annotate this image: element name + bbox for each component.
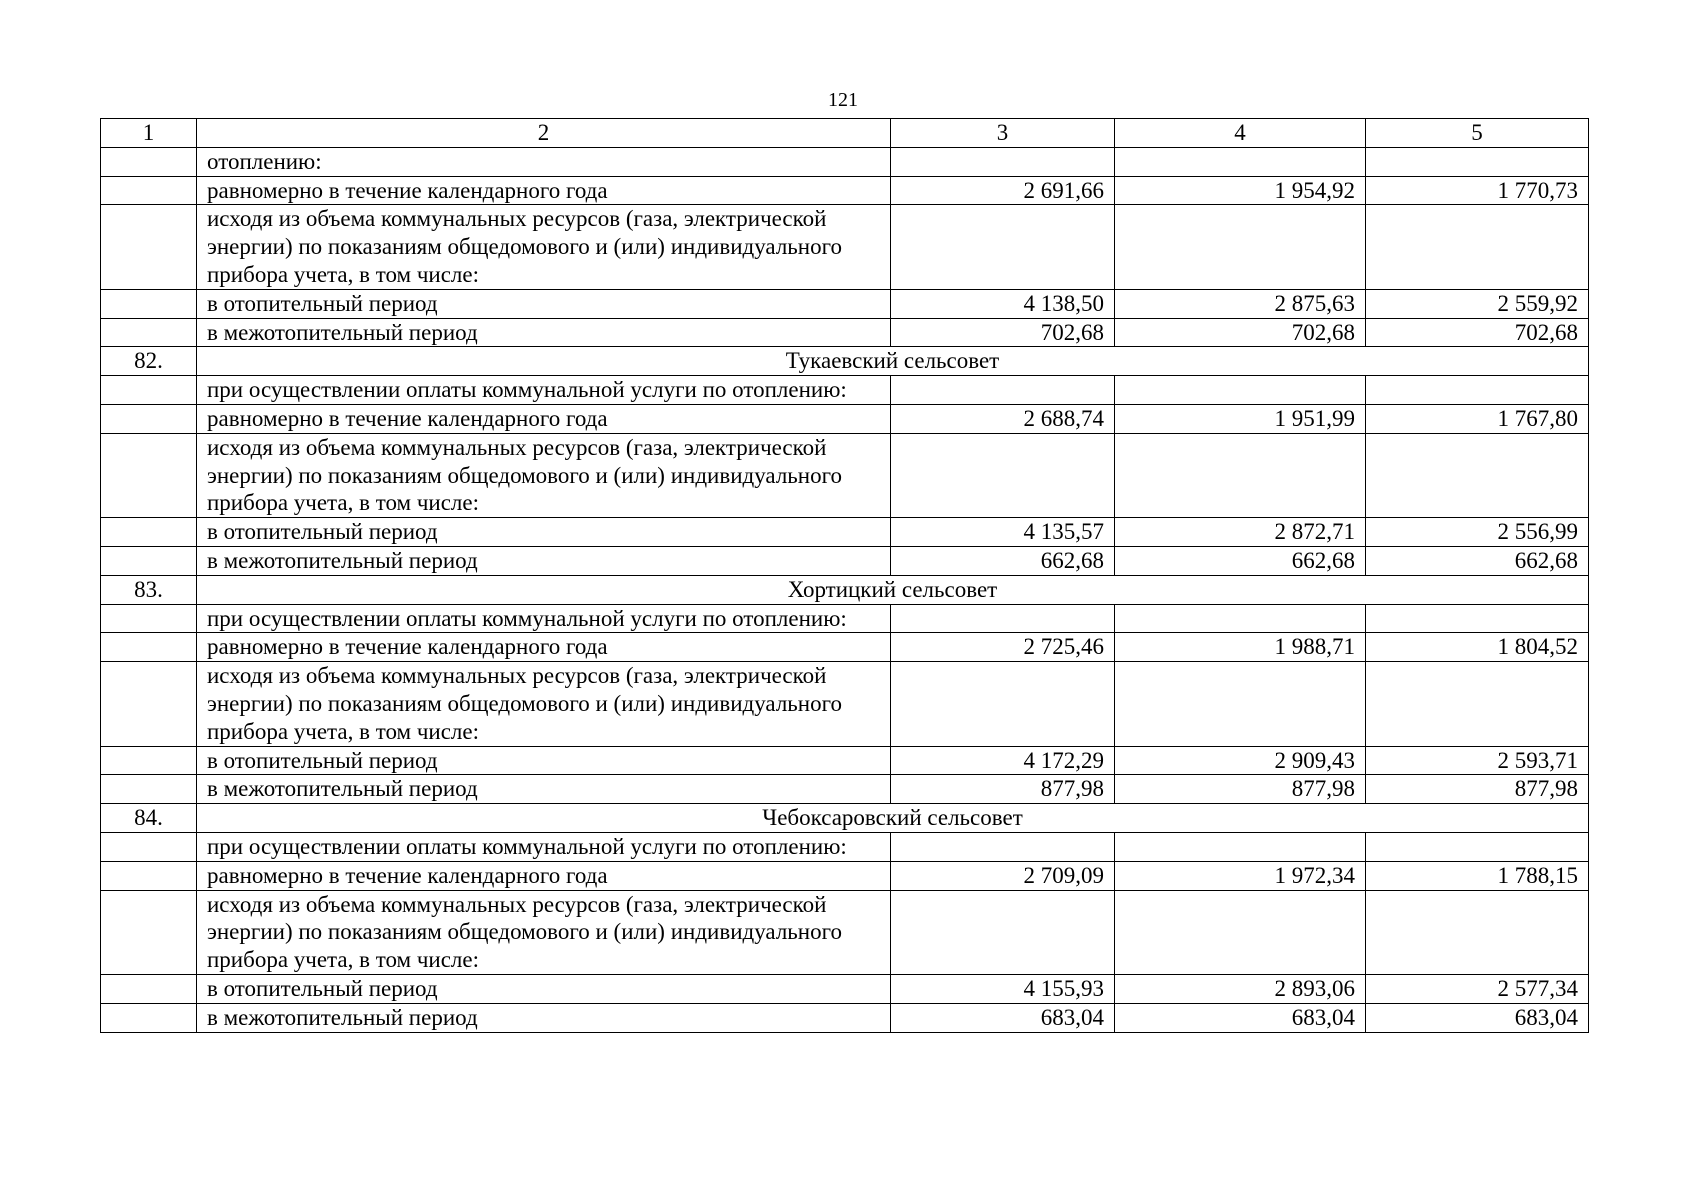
table-row xyxy=(101,890,1589,974)
row-label: при осуществлении оплаты коммунальной услуги по отоплению: xyxy=(197,832,891,861)
value-col-5: 1 767,80 xyxy=(1366,404,1589,433)
value-col-4 xyxy=(1115,376,1366,405)
section-header-row xyxy=(101,347,1589,376)
table-row xyxy=(101,205,1589,289)
value-col-3: 877,98 xyxy=(891,775,1115,804)
row-number-cell xyxy=(101,974,197,1003)
section-number: 82. xyxy=(101,347,197,376)
value-col-4 xyxy=(1115,890,1366,974)
column-header-1: 1 xyxy=(101,119,197,148)
value-col-3: 4 138,50 xyxy=(891,289,1115,318)
row-number-cell xyxy=(101,633,197,662)
value-col-5 xyxy=(1366,205,1589,289)
row-number-cell xyxy=(101,546,197,575)
value-col-4: 1 988,71 xyxy=(1115,633,1366,662)
row-label: при осуществлении оплаты коммунальной услуги по отоплению: xyxy=(197,604,891,633)
value-col-5: 1 788,15 xyxy=(1366,861,1589,890)
value-col-4: 2 875,63 xyxy=(1115,289,1366,318)
row-number-cell xyxy=(101,662,197,746)
table-row xyxy=(101,832,1589,861)
value-col-3 xyxy=(891,890,1115,974)
section-name: Хортицкий сельсовет xyxy=(197,575,1589,604)
value-col-3 xyxy=(891,662,1115,746)
value-col-3 xyxy=(891,433,1115,517)
value-col-5: 2 593,71 xyxy=(1366,746,1589,775)
value-col-5: 877,98 xyxy=(1366,775,1589,804)
row-label: исходя из объема коммунальных ресурсов (газа, электрической энергии) по показаниям общедомового и (или) индивидуального прибора учета, в том числе: xyxy=(197,890,891,974)
table-row xyxy=(101,1003,1589,1032)
page-number: 121 xyxy=(828,89,858,111)
value-col-3 xyxy=(891,604,1115,633)
value-col-3: 702,68 xyxy=(891,318,1115,347)
column-header-4: 4 xyxy=(1115,119,1366,148)
table-row xyxy=(101,974,1589,1003)
table-row xyxy=(101,775,1589,804)
row-label: равномерно в течение календарного года xyxy=(197,404,891,433)
value-col-5 xyxy=(1366,890,1589,974)
row-number-cell xyxy=(101,604,197,633)
tariff-table xyxy=(100,118,1589,1033)
table-row xyxy=(101,289,1589,318)
value-col-3 xyxy=(891,205,1115,289)
value-col-5 xyxy=(1366,147,1589,176)
table-row xyxy=(101,376,1589,405)
value-col-5 xyxy=(1366,662,1589,746)
row-number-cell xyxy=(101,1003,197,1032)
value-col-3: 2 688,74 xyxy=(891,404,1115,433)
value-col-5 xyxy=(1366,832,1589,861)
value-col-4: 1 972,34 xyxy=(1115,861,1366,890)
row-label: в отопительный период xyxy=(197,289,891,318)
table-row xyxy=(101,318,1589,347)
value-col-4 xyxy=(1115,604,1366,633)
row-label: равномерно в течение календарного года xyxy=(197,861,891,890)
section-header-row xyxy=(101,804,1589,833)
row-label: при осуществлении оплаты коммунальной услуги по отоплению: xyxy=(197,376,891,405)
table-row xyxy=(101,546,1589,575)
row-label: в межотопительный период xyxy=(197,546,891,575)
value-col-5: 2 577,34 xyxy=(1366,974,1589,1003)
value-col-4: 683,04 xyxy=(1115,1003,1366,1032)
table-row xyxy=(101,746,1589,775)
table-header-row xyxy=(101,119,1589,148)
value-col-5: 683,04 xyxy=(1366,1003,1589,1032)
row-number-cell xyxy=(101,890,197,974)
value-col-3: 2 709,09 xyxy=(891,861,1115,890)
row-number-cell xyxy=(101,147,197,176)
row-number-cell xyxy=(101,404,197,433)
table-row xyxy=(101,147,1589,176)
value-col-5 xyxy=(1366,604,1589,633)
table-row xyxy=(101,861,1589,890)
table-row xyxy=(101,404,1589,433)
row-label: исходя из объема коммунальных ресурсов (газа, электрической энергии) по показаниям общедомового и (или) индивидуального прибора учета, в том числе: xyxy=(197,433,891,517)
value-col-4 xyxy=(1115,832,1366,861)
value-col-3: 2 691,66 xyxy=(891,176,1115,205)
value-col-4: 877,98 xyxy=(1115,775,1366,804)
table-row xyxy=(101,433,1589,517)
value-col-3: 4 172,29 xyxy=(891,746,1115,775)
value-col-4 xyxy=(1115,662,1366,746)
section-name: Чебоксаровский сельсовет xyxy=(197,804,1589,833)
row-label: в отопительный период xyxy=(197,518,891,547)
row-number-cell xyxy=(101,518,197,547)
section-number: 84. xyxy=(101,804,197,833)
value-col-5: 702,68 xyxy=(1366,318,1589,347)
value-col-3 xyxy=(891,376,1115,405)
row-number-cell xyxy=(101,832,197,861)
row-number-cell xyxy=(101,176,197,205)
table-row xyxy=(101,633,1589,662)
row-label: в межотопительный период xyxy=(197,1003,891,1032)
row-label: в межотопительный период xyxy=(197,775,891,804)
table-row xyxy=(101,662,1589,746)
value-col-3: 4 155,93 xyxy=(891,974,1115,1003)
column-header-2: 2 xyxy=(197,119,891,148)
value-col-3: 683,04 xyxy=(891,1003,1115,1032)
value-col-4 xyxy=(1115,147,1366,176)
value-col-5: 662,68 xyxy=(1366,546,1589,575)
section-name: Тукаевский сельсовет xyxy=(197,347,1589,376)
value-col-3: 2 725,46 xyxy=(891,633,1115,662)
value-col-5 xyxy=(1366,376,1589,405)
row-label: в отопительный период xyxy=(197,974,891,1003)
value-col-4: 2 909,43 xyxy=(1115,746,1366,775)
value-col-4 xyxy=(1115,205,1366,289)
section-number: 83. xyxy=(101,575,197,604)
column-header-3: 3 xyxy=(891,119,1115,148)
row-label: в межотопительный период xyxy=(197,318,891,347)
table-row xyxy=(101,176,1589,205)
row-number-cell xyxy=(101,775,197,804)
value-col-4: 2 893,06 xyxy=(1115,974,1366,1003)
value-col-5: 1 804,52 xyxy=(1366,633,1589,662)
table-row xyxy=(101,518,1589,547)
value-col-4 xyxy=(1115,433,1366,517)
table-row xyxy=(101,604,1589,633)
value-col-5: 2 559,92 xyxy=(1366,289,1589,318)
row-number-cell xyxy=(101,746,197,775)
value-col-3 xyxy=(891,832,1115,861)
row-number-cell xyxy=(101,433,197,517)
value-col-4: 1 951,99 xyxy=(1115,404,1366,433)
row-number-cell xyxy=(101,205,197,289)
row-label: равномерно в течение календарного года xyxy=(197,633,891,662)
value-col-4: 662,68 xyxy=(1115,546,1366,575)
row-label: исходя из объема коммунальных ресурсов (газа, электрической энергии) по показаниям общедомового и (или) индивидуального прибора учета, в том числе: xyxy=(197,205,891,289)
row-number-cell xyxy=(101,861,197,890)
row-label: в отопительный период xyxy=(197,746,891,775)
row-label: исходя из объема коммунальных ресурсов (газа, электрической энергии) по показаниям общедомового и (или) индивидуального прибора учета, в том числе: xyxy=(197,662,891,746)
row-number-cell xyxy=(101,318,197,347)
value-col-5: 2 556,99 xyxy=(1366,518,1589,547)
value-col-5 xyxy=(1366,433,1589,517)
value-col-3: 662,68 xyxy=(891,546,1115,575)
row-label: равномерно в течение календарного года xyxy=(197,176,891,205)
row-number-cell xyxy=(101,376,197,405)
value-col-3 xyxy=(891,147,1115,176)
value-col-4: 2 872,71 xyxy=(1115,518,1366,547)
value-col-3: 4 135,57 xyxy=(891,518,1115,547)
section-header-row xyxy=(101,575,1589,604)
value-col-5: 1 770,73 xyxy=(1366,176,1589,205)
column-header-5: 5 xyxy=(1366,119,1589,148)
row-label: отоплению: xyxy=(197,147,891,176)
value-col-4: 702,68 xyxy=(1115,318,1366,347)
row-number-cell xyxy=(101,289,197,318)
value-col-4: 1 954,92 xyxy=(1115,176,1366,205)
